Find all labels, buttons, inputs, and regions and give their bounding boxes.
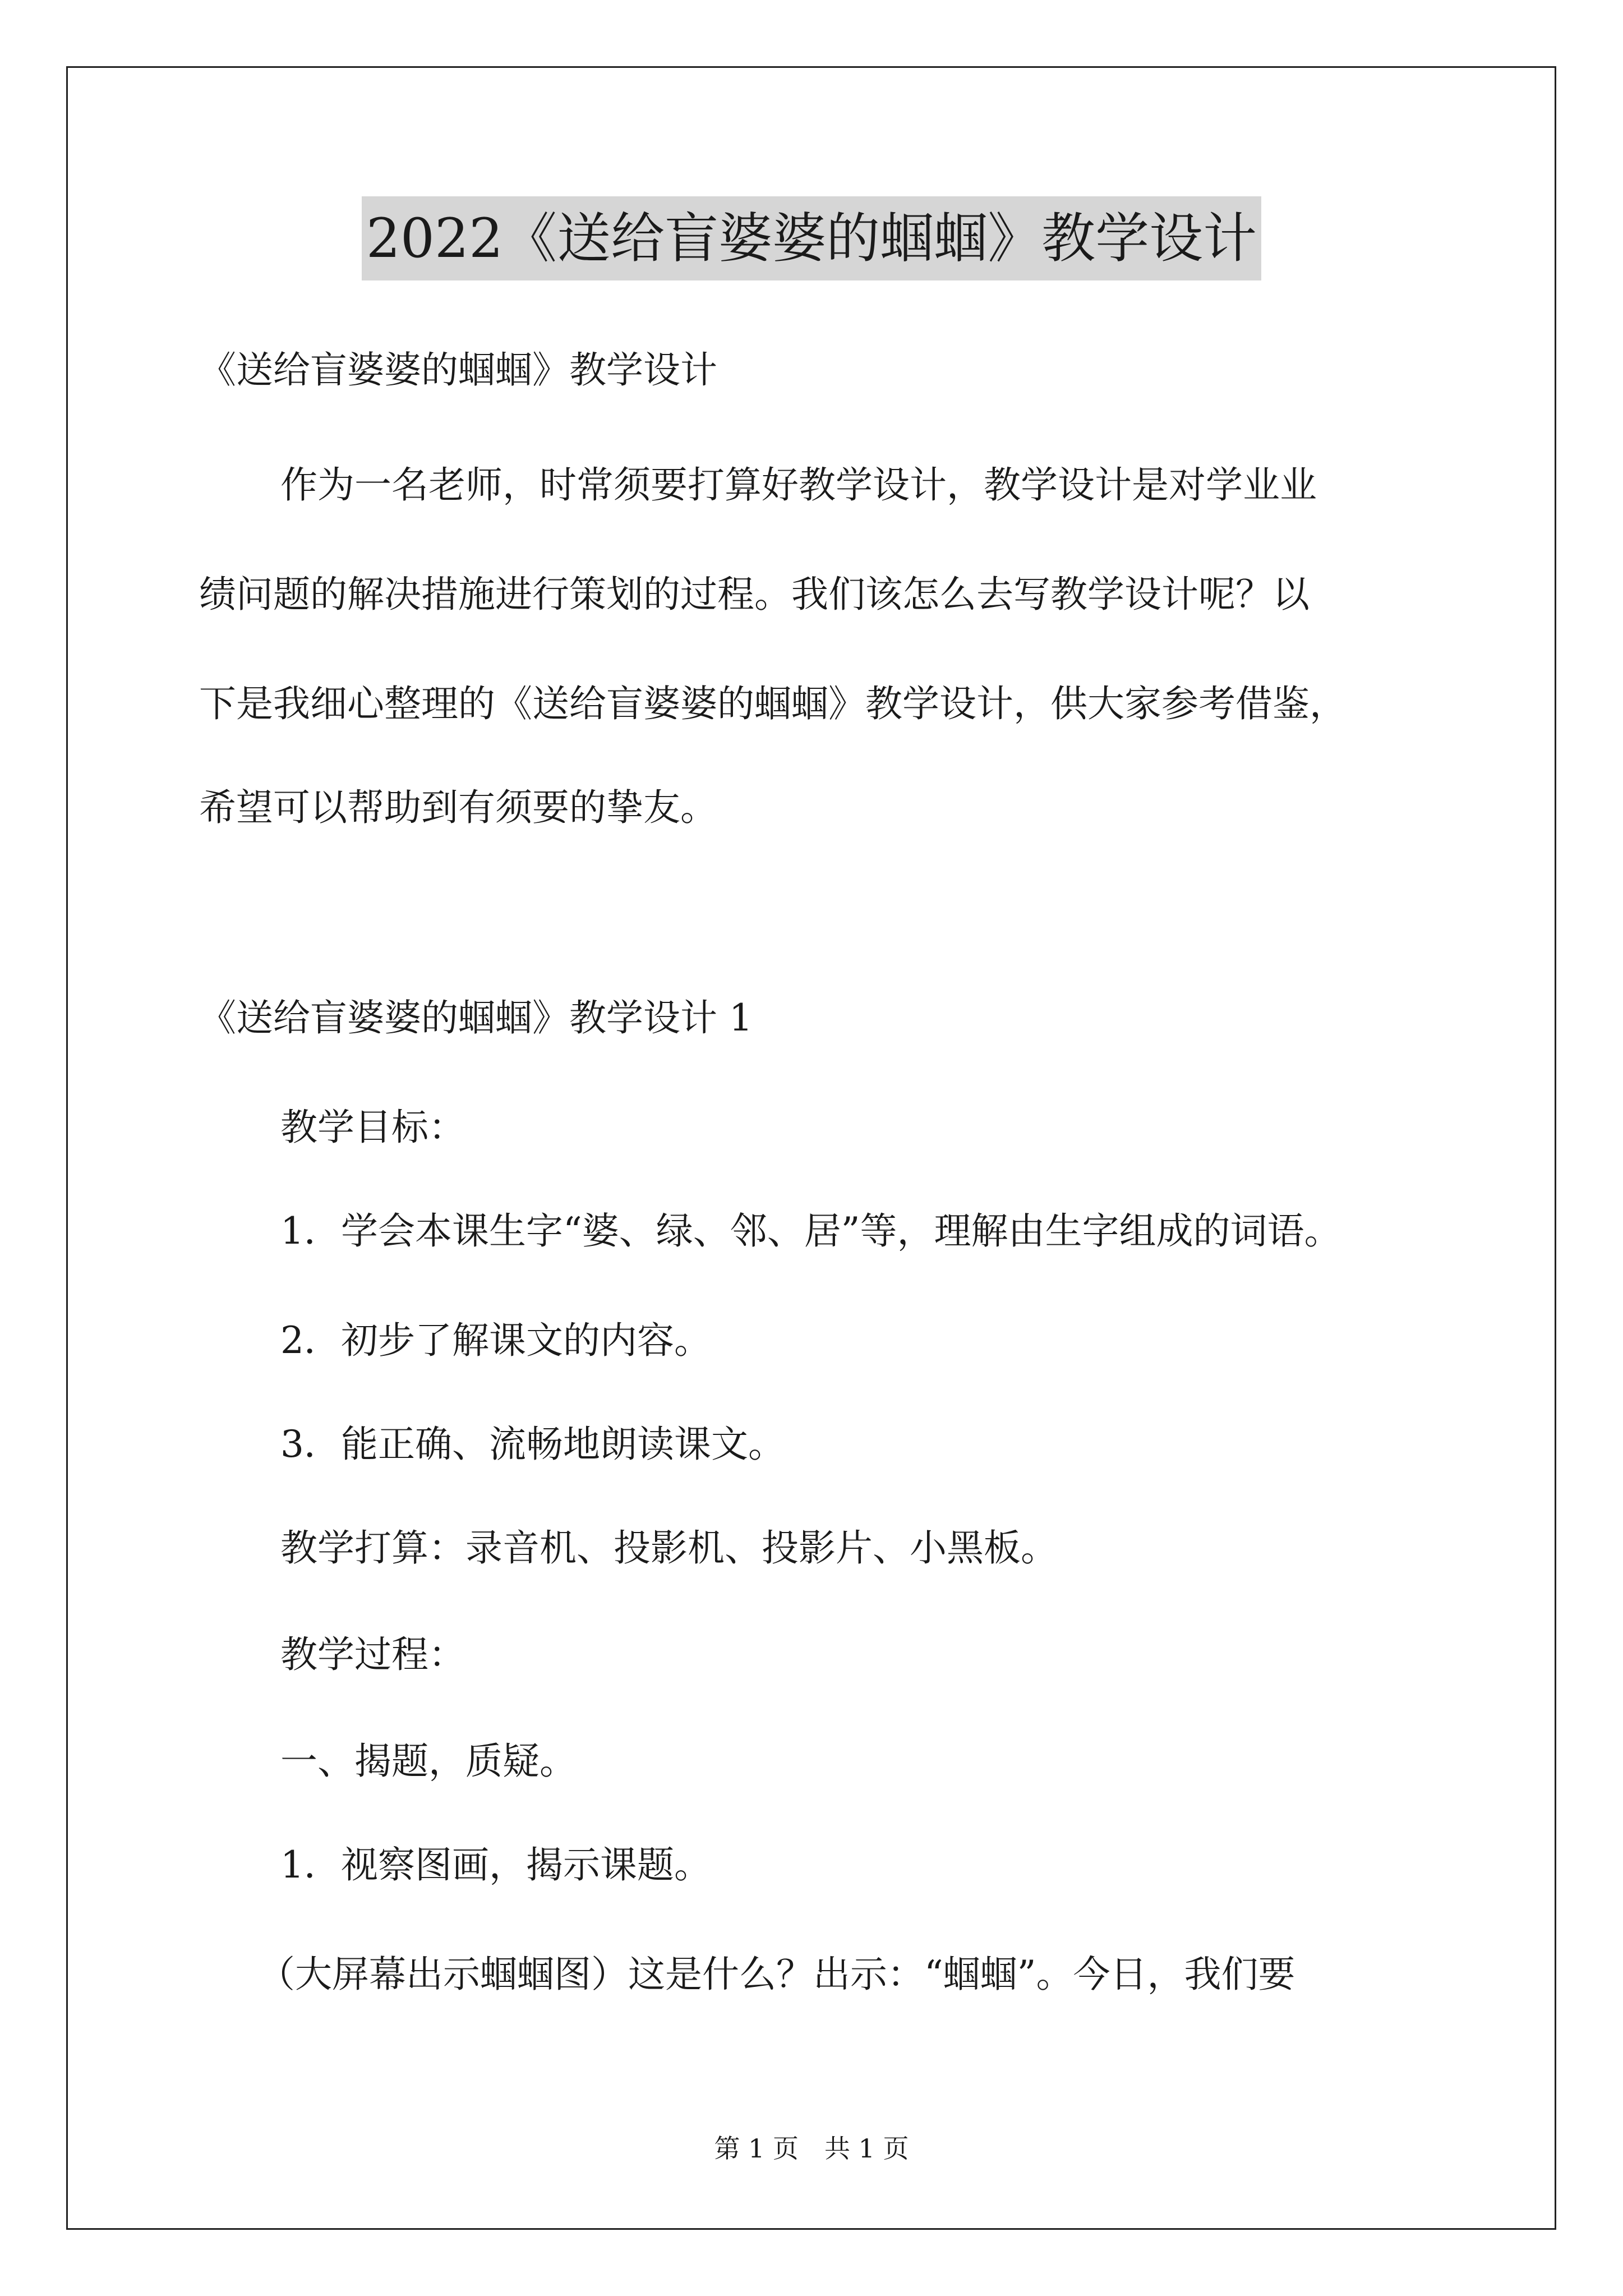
paragraph-line: 2．初步了解课文的内容。: [280, 1319, 711, 1362]
paragraph-line: 下是我细心整理的《送给盲婆婆的蝈蝈》教学设计，供大家参考借鉴，: [199, 682, 1347, 725]
paragraph-line: 教学目标：: [280, 1106, 465, 1149]
paragraph-line: 3．能正确、流畅地朗读课文。: [280, 1423, 785, 1466]
paragraph-line: 教学过程：: [280, 1633, 465, 1676]
subtitle-line: 《送给盲婆婆的蝈蝈》教学设计: [199, 348, 717, 392]
document-title: [0, 196, 1623, 280]
paragraph-line: 教学打算：录音机、投影机、投影片、小黑板。: [280, 1526, 1058, 1570]
paragraph-line: 一、揭题，质疑。: [280, 1740, 577, 1783]
paragraph-line: 作为一名老师，时常须要打算好教学设计，教学设计是对学业业: [280, 463, 1317, 507]
paragraph-line: （大屏幕出示蝈蝈图）这是什么？出示：“蝈蝈”。今日，我们要: [258, 1953, 1295, 1996]
paragraph-line: 1．视察图画，揭示课题。: [280, 1843, 711, 1887]
page-footer: 第 1 页 共 1 页: [714, 2133, 909, 2164]
document-title-text: 2022《送给盲婆婆的蝈蝈》教学设计: [362, 196, 1261, 280]
paragraph-line: 希望可以帮助到有须要的挚友。: [199, 786, 717, 829]
paragraph-line: 绩问题的解决措施进行策划的过程。我们该怎么去写教学设计呢？以: [199, 573, 1310, 616]
section-heading: 《送给盲婆婆的蝈蝈》教学设计 1: [199, 996, 753, 1039]
paragraph-line: 1．学会本课生字“婆、绿、邻、居”等，理解由生字组成的词语。: [280, 1209, 1341, 1253]
